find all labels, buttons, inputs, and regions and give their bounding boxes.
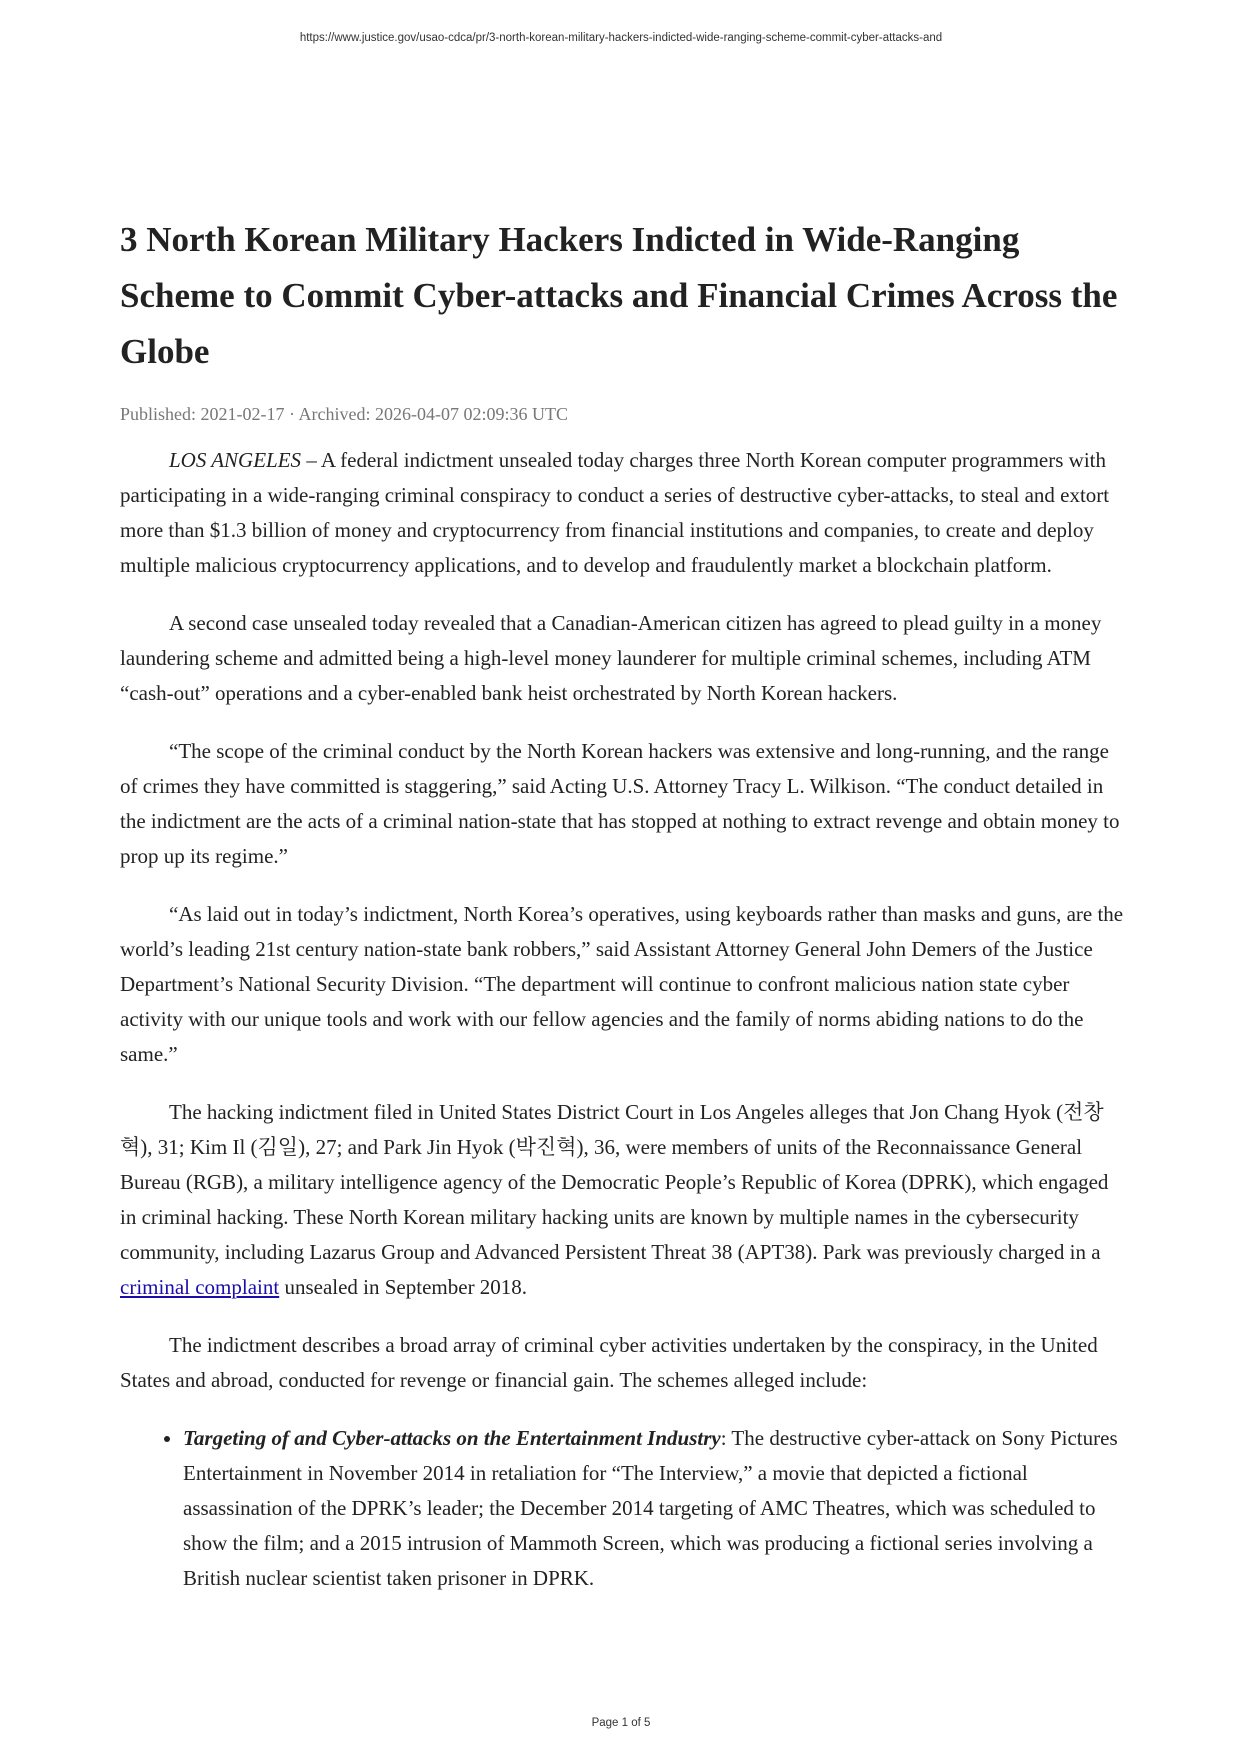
paragraph-5	[120, 1095, 1130, 1305]
paragraph-1-text: – A federal indictment unsealed today charges three North Korean computer programmers with participating in a wide-ranging criminal conspiracy to conduct a series of destructive cyber-attacks, to steal and extort more than $1.3 billion of money and cryptocurrency from financial institutions and companies, to create and deploy multiple malicious cryptocurrency applications, and to develop and fraudulently market a blockchain platform.	[120, 448, 1110, 577]
page-number: Page 1 of 5	[591, 1717, 651, 1729]
paragraph-5-text-after-link: unsealed in September 2018.	[279, 1275, 528, 1299]
page-title: 3 North Korean Military Hackers Indicted in Wide-Ranging Scheme to Commit Cyber-attacks and Financial Crimes Across the Globe	[120, 220, 1118, 371]
article	[120, 212, 1130, 1596]
paragraph-2: A second case unsealed today revealed that a Canadian-American citizen has agreed to plead guilty in a money laundering scheme and admitted being a high-level money launderer for multiple criminal schemes, including ATM “cash-out” operations and a cyber-enabled bank heist orchestrated by North Korean hackers.	[120, 611, 1102, 705]
paragraph-3: “The scope of the criminal conduct by the North Korean hackers was extensive and long-running, and the range of crimes they have committed is staggering,” said Acting U.S. Attorney Tracy L. Wilkison. “The conduct detailed in the indictment are the acts of a criminal nation-state that has stopped at nothing to extract revenge and obtain money to prop up its regime.”	[120, 739, 1120, 868]
page-url: https://www.justice.gov/usao-cdca/pr/3-north-korean-military-hackers-indicted-wide-ranging-scheme-commit-cyber-attacks-and	[299, 32, 943, 44]
paragraph-6: The indictment describes a broad array of criminal cyber activities undertaken by the conspiracy, in the United States and abroad, conducted for revenge or financial gain. The schemes alleged include:	[120, 1333, 1098, 1392]
list-item-text: : The destructive cyber-attack on Sony Pictures Entertainment in November 2014 in retaliation for “The Interview,” a movie that depicted a fictional assassination of the DPRK’s leader; the December 2014 targeting of AMC Theatres, which was scheduled to show the film; and a 2015 intrusion of Mammoth Screen, which was producing a fictional series involving a British nuclear scientist taken prisoner in DPRK.	[183, 1426, 1118, 1590]
list-item-heading: Targeting of and Cyber-attacks on the Entertainment Industry	[183, 1426, 721, 1450]
schemes-list	[120, 1421, 1130, 1596]
paragraph-5-text-before-link: The hacking indictment filed in United States District Court in Los Angeles alleges that Jon Chang Hyok (전창혁), 31; Kim Il (김일), 27; and Park Jin Hyok (박진혁), 36, were members of units of the Reconnaissance General Bureau (RGB), a military intelligence agency of the Democratic People’s Republic of Korea (DPRK), which engaged in criminal hacking. These North Korean military hacking units are known by multiple names in the cybersecurity community, including Lazarus Group and Advanced Persistent Threat 38 (APT38). Park was previously charged in a	[120, 1100, 1109, 1264]
publication-meta: Published: 2021-02-17 · Archived: 2026-04-07 02:09:36 UTC	[120, 404, 568, 424]
criminal-complaint-link[interactable]: criminal complaint	[120, 1275, 280, 1299]
list-item	[183, 1421, 1130, 1596]
paragraph-1	[120, 443, 1130, 583]
paragraph-4: “As laid out in today’s indictment, North Korea’s operatives, using keyboards rather than masks and guns, are the world’s leading 21st century nation-state bank robbers,” said Assistant Attorney General John Demers of the Justice Department’s National Security Division. “The department will continue to confront malicious nation state cyber activity with our unique tools and work with our fellow agencies and the family of norms abiding nations to do the same.”	[120, 902, 1124, 1066]
dateline: LOS ANGELES	[169, 448, 302, 472]
